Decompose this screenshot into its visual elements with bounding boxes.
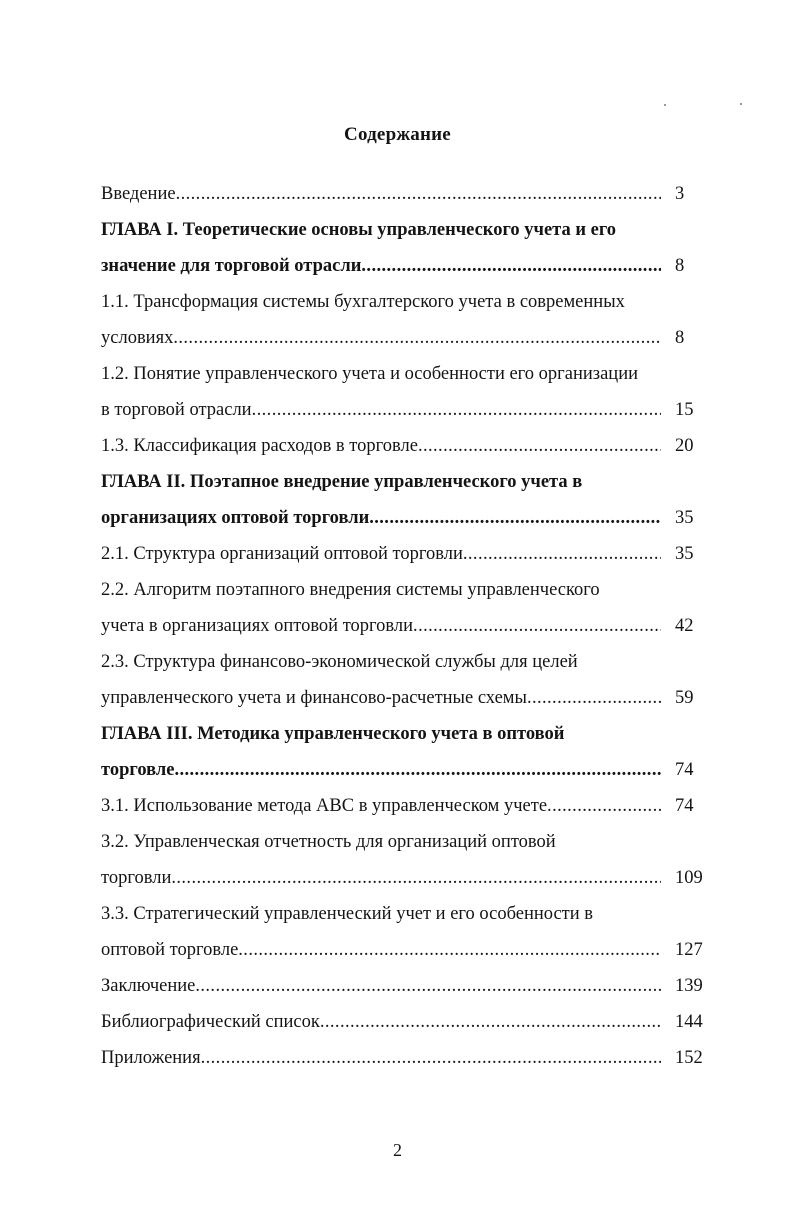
toc-page-number: 59 [675,687,694,708]
toc-dot-leader [320,1012,661,1033]
toc-entry-line [101,608,709,644]
toc-page-number: 74 [675,759,694,780]
toc-dot-leader [413,616,661,637]
toc-entry-text: 3.3. Стратегический управленческий учет и его особенности в [101,903,594,924]
toc-entry-text: условиях [101,327,174,348]
toc-dot-leader [174,760,661,781]
scan-speck [664,104,666,106]
toc-dot-leader [369,508,661,529]
page-number: 2 [393,1140,402,1160]
toc-dot-leader [171,868,661,889]
toc-entry-line [101,644,709,680]
toc-page-number: 42 [675,615,694,636]
toc-entry-line [101,896,709,932]
toc-dot-leader [463,544,661,565]
toc-entry-text: торговле [101,759,175,780]
toc-dot-leader [361,256,661,277]
page-title: Содержание [344,124,451,145]
toc-page-number: 152 [675,1047,703,1068]
toc-page-number: 3 [675,183,685,204]
toc-chapter-line [101,716,709,752]
toc-entry-line [101,320,709,356]
toc-page-number: 8 [675,255,685,276]
toc-chapter-line [101,212,709,248]
toc-entry-text: оптовой торговле [101,939,239,960]
toc-page-number: 127 [675,939,703,960]
toc-entry-line [101,536,709,572]
toc-page-number: 139 [675,975,703,996]
toc-entry-text: Введение [101,183,176,204]
toc-entry-text: Библиографический список [101,1011,320,1032]
toc-entry-text: ГЛАВА II. Поэтапное внедрение управленческого учета в [101,471,583,492]
toc-entry-text: 1.3. Классификация расходов в торговле [101,435,418,456]
toc-entry-text: торговли [101,867,172,888]
toc-entry-line [101,428,709,464]
toc-entry-text: 1.2. Понятие управленческого учета и особенности его организации [101,363,639,384]
toc-entry-text: организациях оптовой торговли [101,507,370,528]
toc-dot-leader [547,796,661,817]
toc-entry-text: в торговой отрасли [101,399,252,420]
toc-entry-line [101,284,709,320]
table-of-contents [101,176,709,1076]
toc-entry-text: 1.1. Трансформация системы бухгалтерского учета в современных [101,291,625,312]
toc-page-number: 15 [675,399,694,420]
toc-chapter-line [101,752,709,788]
toc-entry-line [101,968,709,1004]
toc-entry-text: 2.3. Структура финансово-экономической службы для целей [101,651,578,672]
toc-entry-line [101,1004,709,1040]
toc-page-number: 35 [675,507,694,528]
toc-entry-line [101,176,709,212]
toc-chapter-line [101,464,709,500]
toc-entry-line [101,932,709,968]
toc-page-number: 74 [675,795,694,816]
toc-entry-text: 2.2. Алгоритм поэтапного внедрения системы управленческого [101,579,600,600]
toc-entry-line [101,1040,709,1076]
toc-dot-leader [195,976,661,997]
toc-entry-text: ГЛАВА III. Методика управленческого учета в оптовой [101,723,565,744]
toc-entry-line [101,860,709,896]
toc-dot-leader [252,400,661,421]
toc-dot-leader [176,184,661,205]
toc-dot-leader [173,328,661,349]
toc-page-number: 144 [675,1011,703,1032]
toc-dot-leader [238,940,661,961]
toc-entry-line [101,356,709,392]
toc-page-number: 109 [675,867,703,888]
toc-dot-leader [527,688,661,709]
toc-chapter-line [101,500,709,536]
toc-entry-text: Заключение [101,975,196,996]
toc-page-number: 20 [675,435,694,456]
toc-dot-leader [201,1048,661,1069]
toc-entry-text: 3.1. Использование метода АВС в управленческом учете [101,795,548,816]
toc-entry-line [101,788,709,824]
toc-entry-text: 3.2. Управленческая отчетность для организаций оптовой [101,831,556,852]
toc-page-number: 35 [675,543,694,564]
toc-entry-line [101,824,709,860]
toc-entry-text: управленческого учета и финансово-расчетные схемы [101,687,527,708]
scan-speck [740,103,742,105]
toc-dot-leader [418,436,661,457]
toc-entry-line [101,680,709,716]
toc-entry-line [101,392,709,428]
toc-chapter-line [101,248,709,284]
toc-entry-text: учета в организациях оптовой торговли [101,615,414,636]
toc-entry-text: ГЛАВА I. Теоретические основы управленческого учета и его [101,219,617,240]
toc-entry-text: 2.1. Структура организаций оптовой торговли [101,543,463,564]
toc-page-number: 8 [675,327,685,348]
toc-entry-line [101,572,709,608]
toc-entry-text: Приложения [101,1047,201,1068]
toc-entry-text: значение для торговой отрасли [101,255,362,276]
